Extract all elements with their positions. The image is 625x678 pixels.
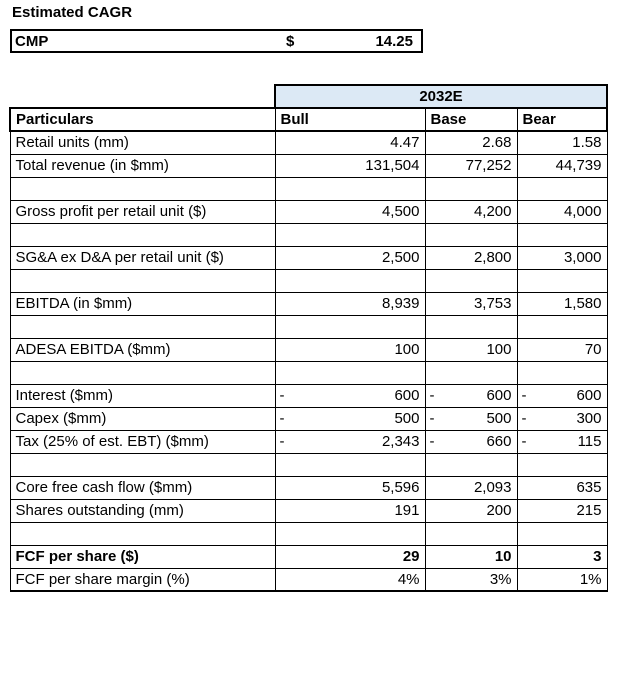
cell-value: 500 [394, 410, 420, 427]
year-header-row [10, 85, 607, 108]
cell-base [425, 384, 517, 407]
cell-base: 3,753 [425, 292, 517, 315]
cell-bear: 1,580 [517, 292, 607, 315]
row-label: Gross profit per retail unit ($) [10, 200, 275, 223]
sheet-title: Estimated CAGR [12, 4, 133, 21]
spacer-row [10, 522, 607, 545]
cell-bull: 8,939 [275, 292, 425, 315]
cell-bull: 4,500 [275, 200, 425, 223]
cell-bull [275, 430, 425, 453]
cell-bull: 100 [275, 338, 425, 361]
column-header-bear: Bear [517, 108, 607, 131]
cell-bear [517, 384, 607, 407]
empty-cell [425, 315, 517, 338]
cmp-label: CMP [15, 33, 49, 50]
cell-base: 77,252 [425, 154, 517, 177]
negative-sign: - [279, 386, 285, 404]
cell-base: 2,800 [425, 246, 517, 269]
cell-base [425, 407, 517, 430]
negative-sign: - [521, 409, 527, 427]
cell-base: 100 [425, 338, 517, 361]
cell-value: 2,343 [381, 433, 420, 450]
cell-base [425, 430, 517, 453]
cell-base: 4,200 [425, 200, 517, 223]
cmp-box [10, 29, 423, 53]
cell-bear: 3 [517, 545, 607, 568]
cell-value: 600 [486, 387, 512, 404]
empty-cell [275, 453, 425, 476]
cell-value: 660 [486, 433, 512, 450]
cell-base: 2,093 [425, 476, 517, 499]
table-row [10, 384, 607, 407]
cell-bull: 29 [275, 545, 425, 568]
cell-bear: 44,739 [517, 154, 607, 177]
empty-cell [275, 177, 425, 200]
cell-value: 500 [486, 410, 512, 427]
cell-bull: 4% [275, 568, 425, 591]
cell-bull [275, 407, 425, 430]
table-row [10, 476, 607, 499]
row-label: ADESA EBITDA ($mm) [10, 338, 275, 361]
negative-sign: - [279, 432, 285, 450]
empty-cell [425, 361, 517, 384]
cell-bull: 131,504 [275, 154, 425, 177]
table-row [10, 545, 607, 568]
cell-bull: 191 [275, 499, 425, 522]
cell-bear: 4,000 [517, 200, 607, 223]
row-label: Retail units (mm) [10, 131, 275, 154]
cell-bear [517, 407, 607, 430]
empty-cell [10, 315, 275, 338]
row-label: Interest ($mm) [10, 384, 275, 407]
row-label: EBITDA (in $mm) [10, 292, 275, 315]
cell-value: 600 [576, 387, 602, 404]
spacer-row [10, 223, 607, 246]
empty-cell [517, 522, 607, 545]
empty-cell [10, 361, 275, 384]
cell-bull: 5,596 [275, 476, 425, 499]
empty-cell [425, 223, 517, 246]
column-header-particulars: Particulars [10, 108, 275, 131]
row-label: Capex ($mm) [10, 407, 275, 430]
empty-cell [517, 269, 607, 292]
spacer-row [10, 269, 607, 292]
cell-bear: 3,000 [517, 246, 607, 269]
table-row [10, 430, 607, 453]
spacer-row [10, 315, 607, 338]
negative-sign: - [429, 432, 435, 450]
empty-cell [275, 223, 425, 246]
empty-cell [517, 361, 607, 384]
row-label: Core free cash flow ($mm) [10, 476, 275, 499]
empty-cell [10, 223, 275, 246]
cell-base: 3% [425, 568, 517, 591]
row-label: Total revenue (in $mm) [10, 154, 275, 177]
cell-bear [517, 430, 607, 453]
table-row [10, 407, 607, 430]
scenario-table-body [10, 85, 607, 591]
row-label: FCF per share ($) [10, 545, 275, 568]
table-row [10, 131, 607, 154]
empty-cell [517, 315, 607, 338]
cell-base: 200 [425, 499, 517, 522]
cmp-currency: $ [286, 33, 295, 50]
empty-cell [10, 269, 275, 292]
cmp-value: 14.25 [375, 33, 413, 50]
column-header-bull: Bull [275, 108, 425, 131]
cell-base: 10 [425, 545, 517, 568]
empty-cell [517, 453, 607, 476]
empty-cell [517, 223, 607, 246]
column-header-base: Base [425, 108, 517, 131]
empty-cell [425, 522, 517, 545]
cell-value: 300 [576, 410, 602, 427]
empty-cell [425, 453, 517, 476]
cell-value: 600 [394, 387, 420, 404]
table-row [10, 200, 607, 223]
negative-sign: - [521, 386, 527, 404]
cell-bear: 70 [517, 338, 607, 361]
cell-bull: 2,500 [275, 246, 425, 269]
empty-cell [10, 177, 275, 200]
cell-bull: 4.47 [275, 131, 425, 154]
year-header: 2032E [275, 85, 607, 108]
cell-bear: 1.58 [517, 131, 607, 154]
cell-bear: 1% [517, 568, 607, 591]
negative-sign: - [429, 386, 435, 404]
scenario-table [9, 84, 608, 592]
row-label: Shares outstanding (mm) [10, 499, 275, 522]
negative-sign: - [279, 409, 285, 427]
empty-cell [10, 522, 275, 545]
empty-cell [10, 453, 275, 476]
table-row [10, 499, 607, 522]
negative-sign: - [521, 432, 527, 450]
empty-cell [275, 269, 425, 292]
empty-cell [425, 269, 517, 292]
row-label: FCF per share margin (%) [10, 568, 275, 591]
empty-cell [275, 315, 425, 338]
table-row [10, 338, 607, 361]
row-label: SG&A ex D&A per retail unit ($) [10, 246, 275, 269]
year-header-spacer [10, 85, 275, 108]
cell-bull [275, 384, 425, 407]
cell-value: 115 [577, 433, 602, 450]
table-row [10, 292, 607, 315]
table-row [10, 246, 607, 269]
row-label: Tax (25% of est. EBT) ($mm) [10, 430, 275, 453]
cell-bear: 215 [517, 499, 607, 522]
table-row [10, 568, 607, 591]
empty-cell [517, 177, 607, 200]
spacer-row [10, 177, 607, 200]
spacer-row [10, 361, 607, 384]
cell-bear: 635 [517, 476, 607, 499]
empty-cell [275, 522, 425, 545]
empty-cell [425, 177, 517, 200]
table-row [10, 154, 607, 177]
negative-sign: - [429, 409, 435, 427]
empty-cell [275, 361, 425, 384]
column-header-row [10, 108, 607, 131]
spacer-row [10, 453, 607, 476]
cell-base: 2.68 [425, 131, 517, 154]
